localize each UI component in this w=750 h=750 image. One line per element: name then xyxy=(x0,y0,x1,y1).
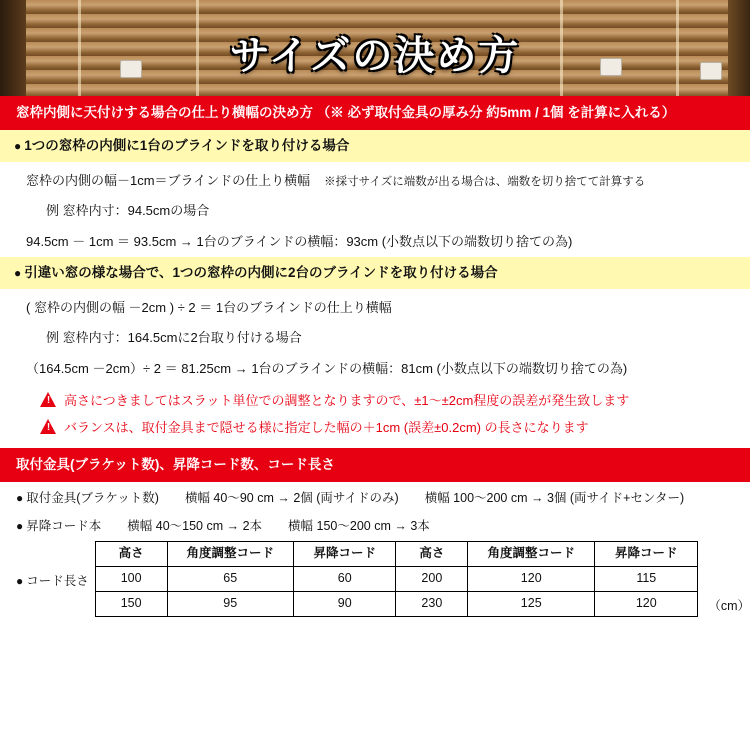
bottom-spacer xyxy=(0,742,750,750)
cord-length-section xyxy=(0,537,750,616)
bullet-icon: ● xyxy=(14,139,22,154)
th-lift-cord-left: 昇降コード xyxy=(293,542,396,567)
th-height-right: 高さ xyxy=(396,542,468,567)
table-header-row xyxy=(95,542,698,567)
bullet-icon: ● xyxy=(14,266,22,281)
section2-heading xyxy=(0,257,750,289)
bullet-icon: ● xyxy=(16,491,24,506)
section1-example-label: 例 窓枠内寸：94.5cmの場合 xyxy=(46,203,210,219)
th-height-left: 高さ xyxy=(95,542,167,567)
cord-rule-1: 横幅 40～150 cm → 2本 xyxy=(127,518,263,533)
section2-formula: ( 窓枠の内側の幅 －2cm ) ÷ 2 ＝ 1台のブラインドの仕上り横幅 xyxy=(26,300,392,316)
section1-heading-text: 1つの窓枠の内側に1台のブラインドを取り付ける場合 xyxy=(24,138,350,154)
table-row xyxy=(95,567,698,592)
bracket-rule-1: 横幅 40～90 cm → 2個 (両サイドのみ) xyxy=(184,491,399,506)
bullet-icon: ● xyxy=(16,518,24,533)
cell-lift-cord: 60 xyxy=(293,567,396,592)
hero-image xyxy=(0,0,750,96)
cell-height: 100 xyxy=(95,567,167,592)
cord-rules-row xyxy=(0,510,750,538)
section2-example-calc: （164.5cm －2cm）÷ 2 ＝ 81.25cm → 1台のブラインドの横幅：81cm (小数点以下の端数切り捨ての為) xyxy=(26,361,628,377)
page-title: サイズの決め方 xyxy=(229,34,521,78)
bullet-icon: ● xyxy=(16,573,24,588)
section1-formula: 窓枠の内側の幅－1cm＝ブラインドの仕上り横幅 xyxy=(26,173,311,189)
cell-tilt-cord: 65 xyxy=(167,567,293,592)
section2-heading-text: 引違い窓の様な場合で、1つの窓枠の内側に2台のブラインドを取り付ける場合 xyxy=(24,265,498,281)
bracket-rules-row xyxy=(0,482,750,510)
warning-text-2: バランスは、取付金具まで隠せる様に指定した幅の＋1cm (誤差±0.2cm) の長さになります xyxy=(64,419,589,435)
warning-text-1: 高さにつきましてはスラット単位での調整となりますので、±1～±2cm程度の誤差が発生致します xyxy=(64,392,630,408)
cord-length-label: コード長さ xyxy=(26,573,89,588)
cell-lift-cord: 120 xyxy=(595,591,698,616)
cell-tilt-cord: 95 xyxy=(167,591,293,616)
cell-tilt-cord: 125 xyxy=(468,591,595,616)
cell-tilt-cord: 120 xyxy=(468,567,595,592)
th-tilt-cord-right: 角度調整コード xyxy=(468,542,595,567)
cord-length-label-row xyxy=(16,571,95,617)
cord-length-table xyxy=(95,541,699,616)
table-row xyxy=(95,591,698,616)
section2-example-label: 例 窓枠内寸：164.5cmに2台取り付ける場合 xyxy=(46,330,302,346)
table-unit-label: （cm） xyxy=(708,598,750,613)
th-tilt-cord-left: 角度調整コード xyxy=(167,542,293,567)
warning-row-2 xyxy=(0,411,750,438)
warning-triangle-icon xyxy=(40,419,57,434)
cord-count-label: 昇降コード本 xyxy=(26,518,102,533)
cell-height: 230 xyxy=(396,591,468,616)
bracket-rule-2: 横幅 100～200 cm → 3個 (両サイド+センター) xyxy=(424,491,685,506)
section1-example-calc: 94.5cm － 1cm ＝ 93.5cm → 1台のブラインドの横幅：93cm (小数点以下の端数切り捨ての為) xyxy=(26,234,573,250)
intro-banner: 窓枠内側に天付けする場合の仕上り横幅の決め方 （※ 必ず取付金具の厚み分 約5mm / 1個 を計算に入れる） xyxy=(0,96,750,130)
warning-row-1 xyxy=(0,384,750,411)
th-lift-cord-right: 昇降コード xyxy=(595,542,698,567)
section1-formula-note: ※採寸サイズに端数が出る場合は、端数を切り捨てて計算する xyxy=(324,176,646,189)
cord-rule-2: 横幅 150～200 cm → 3本 xyxy=(288,518,430,533)
section3-heading: 取付金具(ブラケット数)、昇降コード数、コード長さ xyxy=(0,448,750,482)
cell-lift-cord: 115 xyxy=(595,567,698,592)
cell-height: 200 xyxy=(396,567,468,592)
section1-heading xyxy=(0,130,750,162)
bracket-label: 取付金具(ブラケット数) xyxy=(26,491,159,506)
warning-triangle-icon xyxy=(40,392,57,407)
section1-formula-row xyxy=(0,162,750,195)
cell-height: 150 xyxy=(95,591,167,616)
cell-lift-cord: 90 xyxy=(293,591,396,616)
